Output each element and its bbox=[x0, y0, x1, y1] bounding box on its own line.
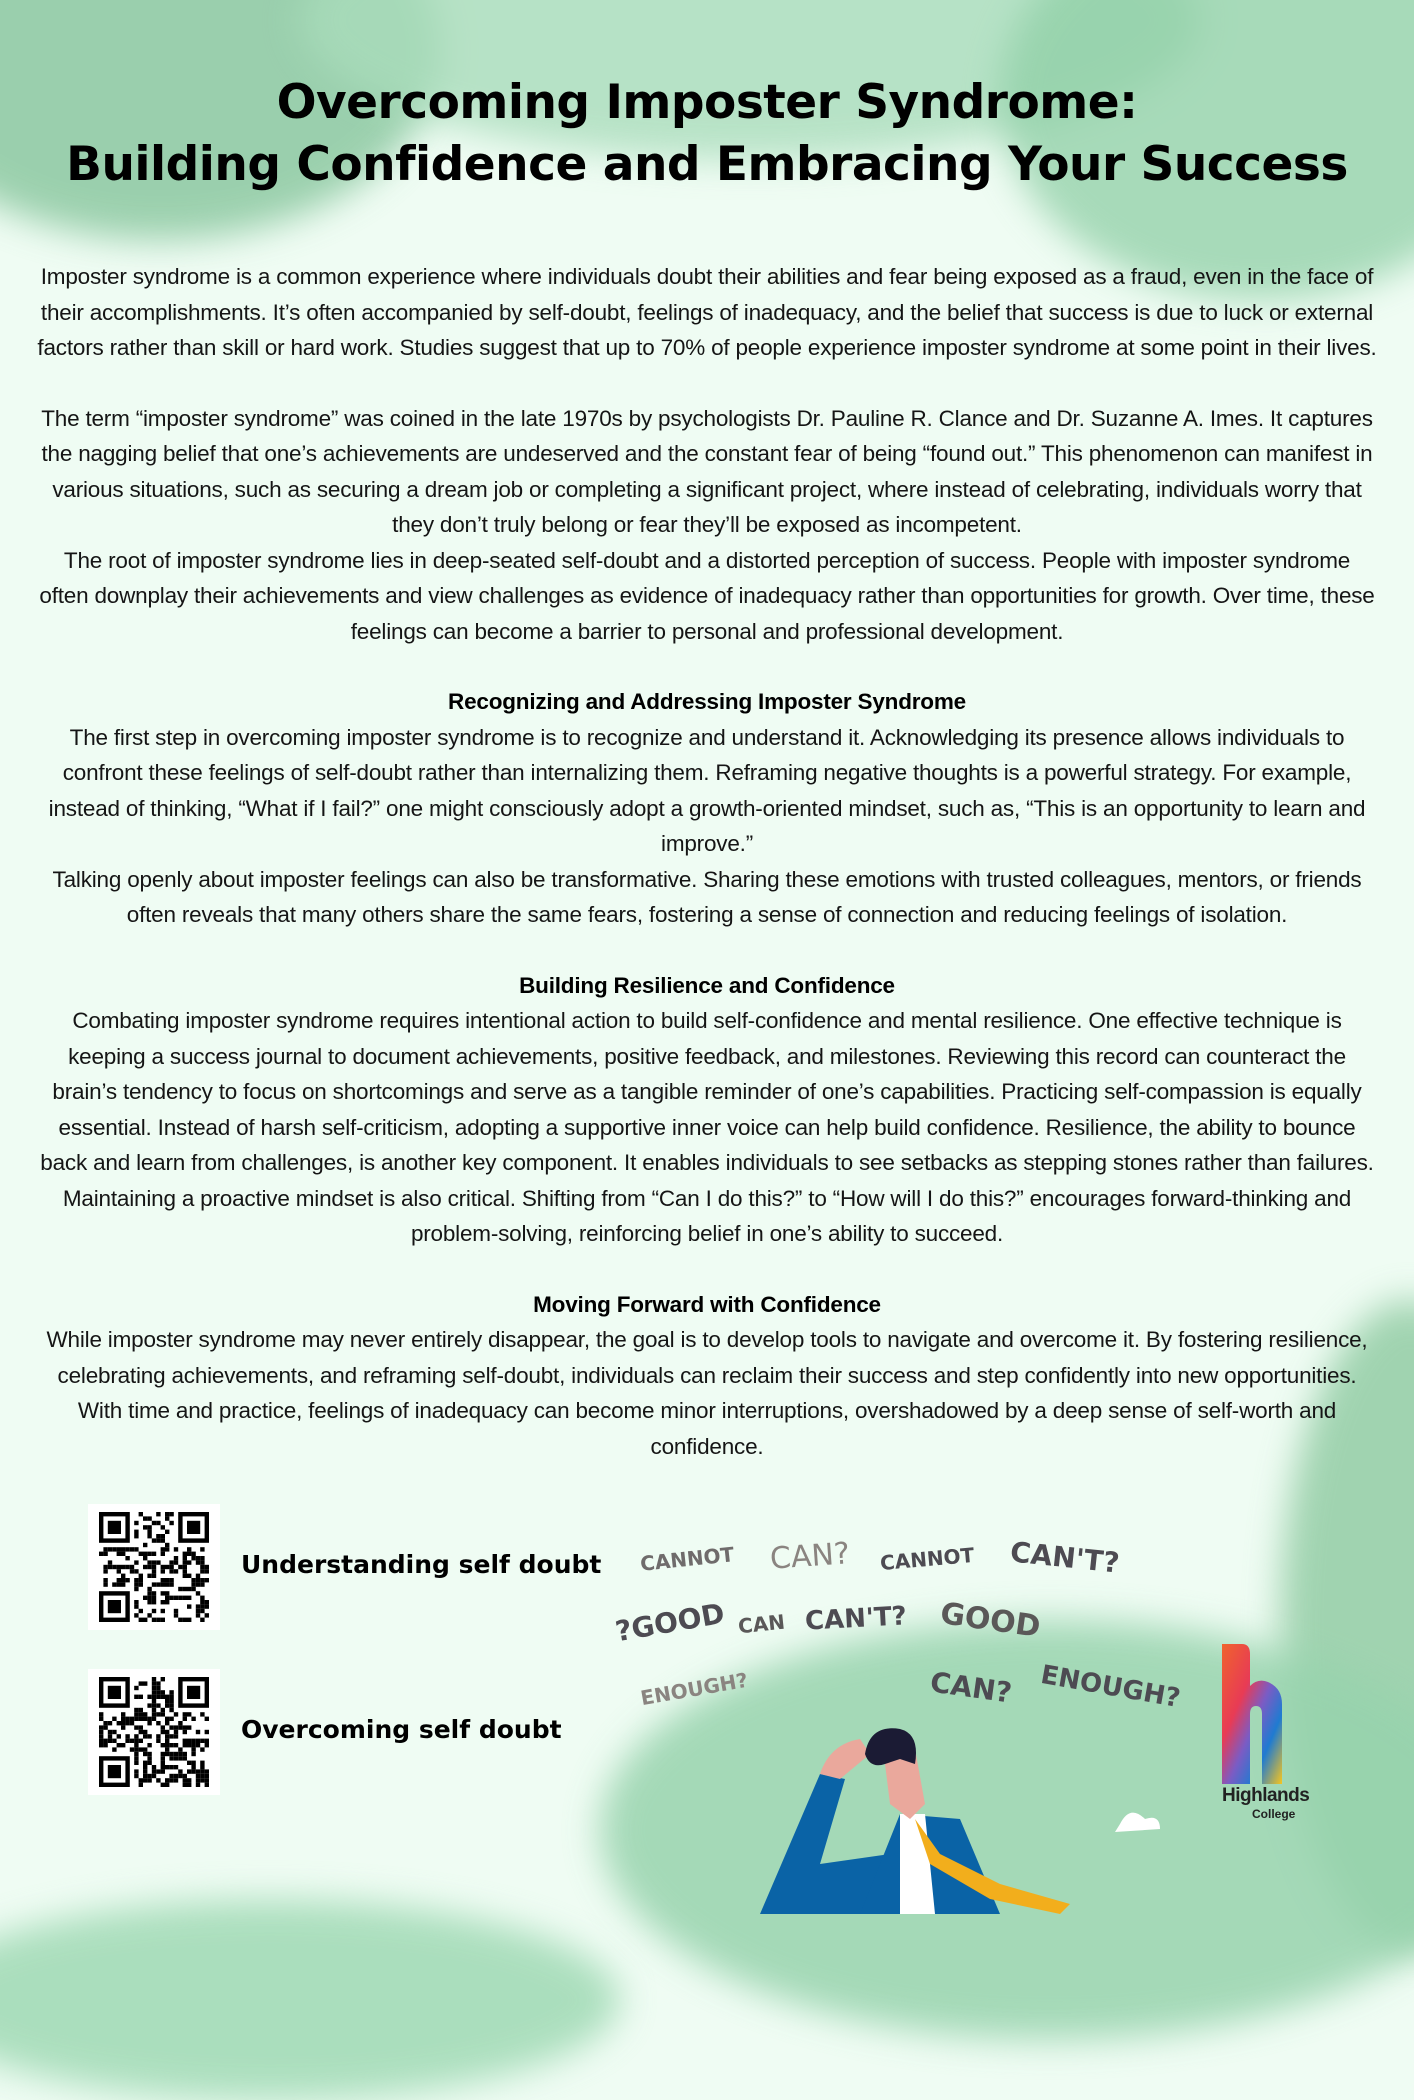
title-line-2: Building Confidence and Embracing Your Success bbox=[66, 137, 1348, 192]
logo-name: Highlands bbox=[1222, 1785, 1310, 1806]
word: ENOUGH? bbox=[1038, 1659, 1183, 1715]
logo-h-icon bbox=[1222, 1644, 1282, 1784]
word: CAN bbox=[736, 1609, 787, 1639]
article-body bbox=[37, 259, 1377, 1464]
history-paragraph-1: The term “imposter syndrome” was coined in the late 1970s by psychologists Dr. Pauline R. Clance and Dr. Suzanne A. Imes. It captures the nagging belief that one’s achievements are undeserved and the constant fear of being “found out.” This phenomenon can manifest in various situations, such as securing a dream job or completing a significant project, where instead of celebrating, individuals worry that they don’t truly belong or fear they’ll be exposed as incompetent. bbox=[41, 405, 1373, 537]
logo-sub: College bbox=[1252, 1807, 1296, 1821]
history-paragraph-2: The root of imposter syndrome lies in deep-seated self-doubt and a distorted perception of success. People with imposter syndrome often downplay their achievements and view challenges as evidence of inadequacy rather than opportunities for growth. Over time, these feelings can become a barrier to personal and professional development. bbox=[39, 547, 1375, 644]
confused-man-illustration bbox=[700, 1704, 1180, 1914]
word: CAN'T? bbox=[804, 1601, 908, 1637]
word: ENOUGH? bbox=[638, 1667, 750, 1711]
page-title bbox=[0, 0, 1414, 196]
highlands-college-logo bbox=[1222, 1644, 1317, 1824]
title-line-1: Overcoming Imposter Syndrome: bbox=[276, 75, 1138, 130]
word: CAN'T? bbox=[1008, 1535, 1122, 1580]
section-heading: Building Resilience and Confidence bbox=[519, 972, 895, 998]
section-moving-forward bbox=[37, 1287, 1377, 1465]
word: ?GOOD bbox=[612, 1596, 728, 1649]
resource-label-understanding: Understanding self doubt bbox=[241, 1550, 602, 1579]
word: GOOD bbox=[938, 1596, 1043, 1645]
section-resilience bbox=[37, 968, 1377, 1252]
history-section bbox=[37, 401, 1377, 650]
section-recognizing bbox=[37, 684, 1377, 933]
section-paragraph: Combating imposter syndrome requires intentional action to build self-confidence and mental resilience. One effective technique is keeping a success journal to document achievements, positive feedback, and milestones. Reviewing this record can counteract the brain’s tendency to focus on shortcomings and serve as a tangible reminder of one’s capabilities. Practicing self-compassion is equally essential. Instead of harsh self-criticism, adopting a supportive inner voice can help build confidence. Resilience, the ability to bounce back and learn from challenges, is another key component. It enables individuals to see setbacks as stepping stones rather than failures. bbox=[40, 1008, 1374, 1175]
word: CAN? bbox=[768, 1536, 851, 1577]
word: CANNOT bbox=[639, 1542, 736, 1576]
section-paragraph: The first step in overcoming imposter syndrome is to recognize and understand it. Acknowledging its presence allows individuals to confront these feelings of self-doubt rather than internalizing them. Reframing negative thoughts is a powerful strategy. For example, instead of thinking, “What if I fail?” one might consciously adopt a growth-oriented mindset, such as, “This is an opportunity to learn and improve.” bbox=[48, 724, 1366, 856]
section-paragraph: Talking openly about imposter feelings can also be transformative. Sharing these emotions with trusted colleagues, mentors, or friends often reveals that many others share the same fears, fostering a sense of connection and reducing feelings of isolation. bbox=[52, 866, 1362, 927]
word: CAN? bbox=[928, 1665, 1014, 1710]
bottom-area bbox=[0, 1504, 1414, 1884]
section-paragraph: While imposter syndrome may never entirely disappear, the goal is to develop tools to navigate and overcome it. By fostering resilience, celebrating achievements, and reframing self-doubt, individuals can reclaim their success and step confidently into new opportunities. With time and practice, feelings of inadequacy can become minor interruptions, overshadowed by a deep sense of self-worth and confidence. bbox=[46, 1327, 1368, 1459]
intro-paragraph: Imposter syndrome is a common experience where individuals doubt their abilities and fear being exposed as a fraud, even in the face of their accomplishments. It’s often accompanied by self-doubt, feelings of inadequacy, and the belief that success is due to luck or external factors rather than skill or hard work. Studies suggest that up to 70% of people experience imposter syndrome at some point in their lives. bbox=[37, 264, 1377, 360]
section-heading: Moving Forward with Confidence bbox=[533, 1291, 881, 1317]
qr-code-icon[interactable] bbox=[88, 1504, 220, 1630]
qr-code-icon[interactable] bbox=[88, 1669, 220, 1795]
resource-label-overcoming: Overcoming self doubt bbox=[241, 1715, 562, 1744]
section-paragraph: Maintaining a proactive mindset is also critical. Shifting from “Can I do this?” to “How will I do this?” encourages forward-thinking and problem-solving, reinforcing belief in one’s ability to succeed. bbox=[62, 1185, 1352, 1246]
word: CANNOT bbox=[879, 1542, 976, 1576]
section-heading: Recognizing and Addressing Imposter Syndrome bbox=[448, 689, 966, 714]
